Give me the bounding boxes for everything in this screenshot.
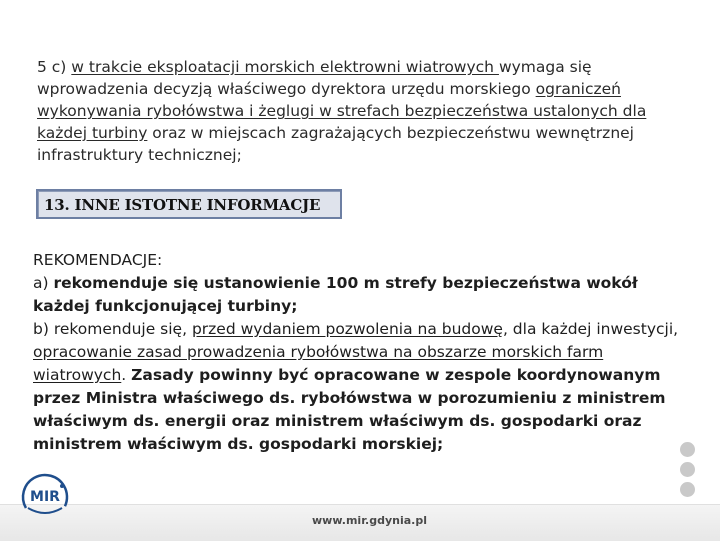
section-header-title: 13. INNE ISTOTNE INFORMACJE — [44, 196, 321, 214]
recommendation-a — [33, 272, 693, 318]
recommendation-b-prefix: b) rekomenduje się, — [33, 320, 192, 338]
item-5c-number: 5 c) — [37, 58, 72, 76]
item-5c-paragraph — [37, 56, 687, 166]
recommendation-b — [33, 318, 693, 456]
recommendation-b-underlined-2: opracowanie zasad prowadzenia rybołówstwa na obszarze morskich farm wiatrowych — [33, 343, 604, 384]
item-5c-text-2: oraz w miejscach zagrażających bezpieczeństwu wewnętrznej infrastruktury technicznej; — [37, 124, 634, 164]
recommendation-b-underlined-1: przed wydaniem pozwolenia na budowę — [191, 320, 503, 338]
mir-logo-icon — [20, 472, 70, 522]
item-5c-underlined-2: ograniczeń wykonywania rybołówstwa i żeglugi w strefach bezpieczeństwa ustalonych dla każdej turbiny — [37, 80, 647, 142]
three-dots-icon — [680, 442, 696, 498]
footer-url[interactable]: www.mir.gdynia.pl — [312, 514, 427, 527]
recommendation-b-bold: Zasady powinny być opracowane w zespole koordynowanym przez Ministra właściwego ds. rybołówstwa w porozumieniu z ministrem właściwym ds. energii oraz ministrem właściwym ds. gospodarki oraz ministrem właściwym ds. gospodarki morskiej; — [33, 366, 666, 453]
recommendations-heading: REKOMENDACJE: — [33, 251, 163, 269]
section-header-box — [36, 189, 342, 219]
recommendation-a-prefix: a) — [33, 274, 54, 292]
recommendation-b-mid: , dla każdej inwestycji, — [502, 320, 679, 338]
recommendation-a-text: rekomenduje się ustanowienie 100 m strefy bezpieczeństwa wokół każdej funkcjonującej turbiny; — [33, 274, 638, 315]
recommendations-block — [33, 249, 693, 456]
dot-icon — [680, 442, 695, 457]
dot-icon — [680, 482, 695, 497]
item-5c-underlined-1: w trakcie eksploatacji morskich elektrowni wiatrowych — [71, 58, 499, 76]
dot-icon — [680, 462, 695, 477]
recommendation-b-dot: . — [121, 366, 132, 384]
logo-text: MIR — [30, 489, 60, 505]
item-5c-text-1: wymaga się wprowadzenia decyzją właściwego dyrektora urzędu morskiego — [37, 58, 592, 98]
